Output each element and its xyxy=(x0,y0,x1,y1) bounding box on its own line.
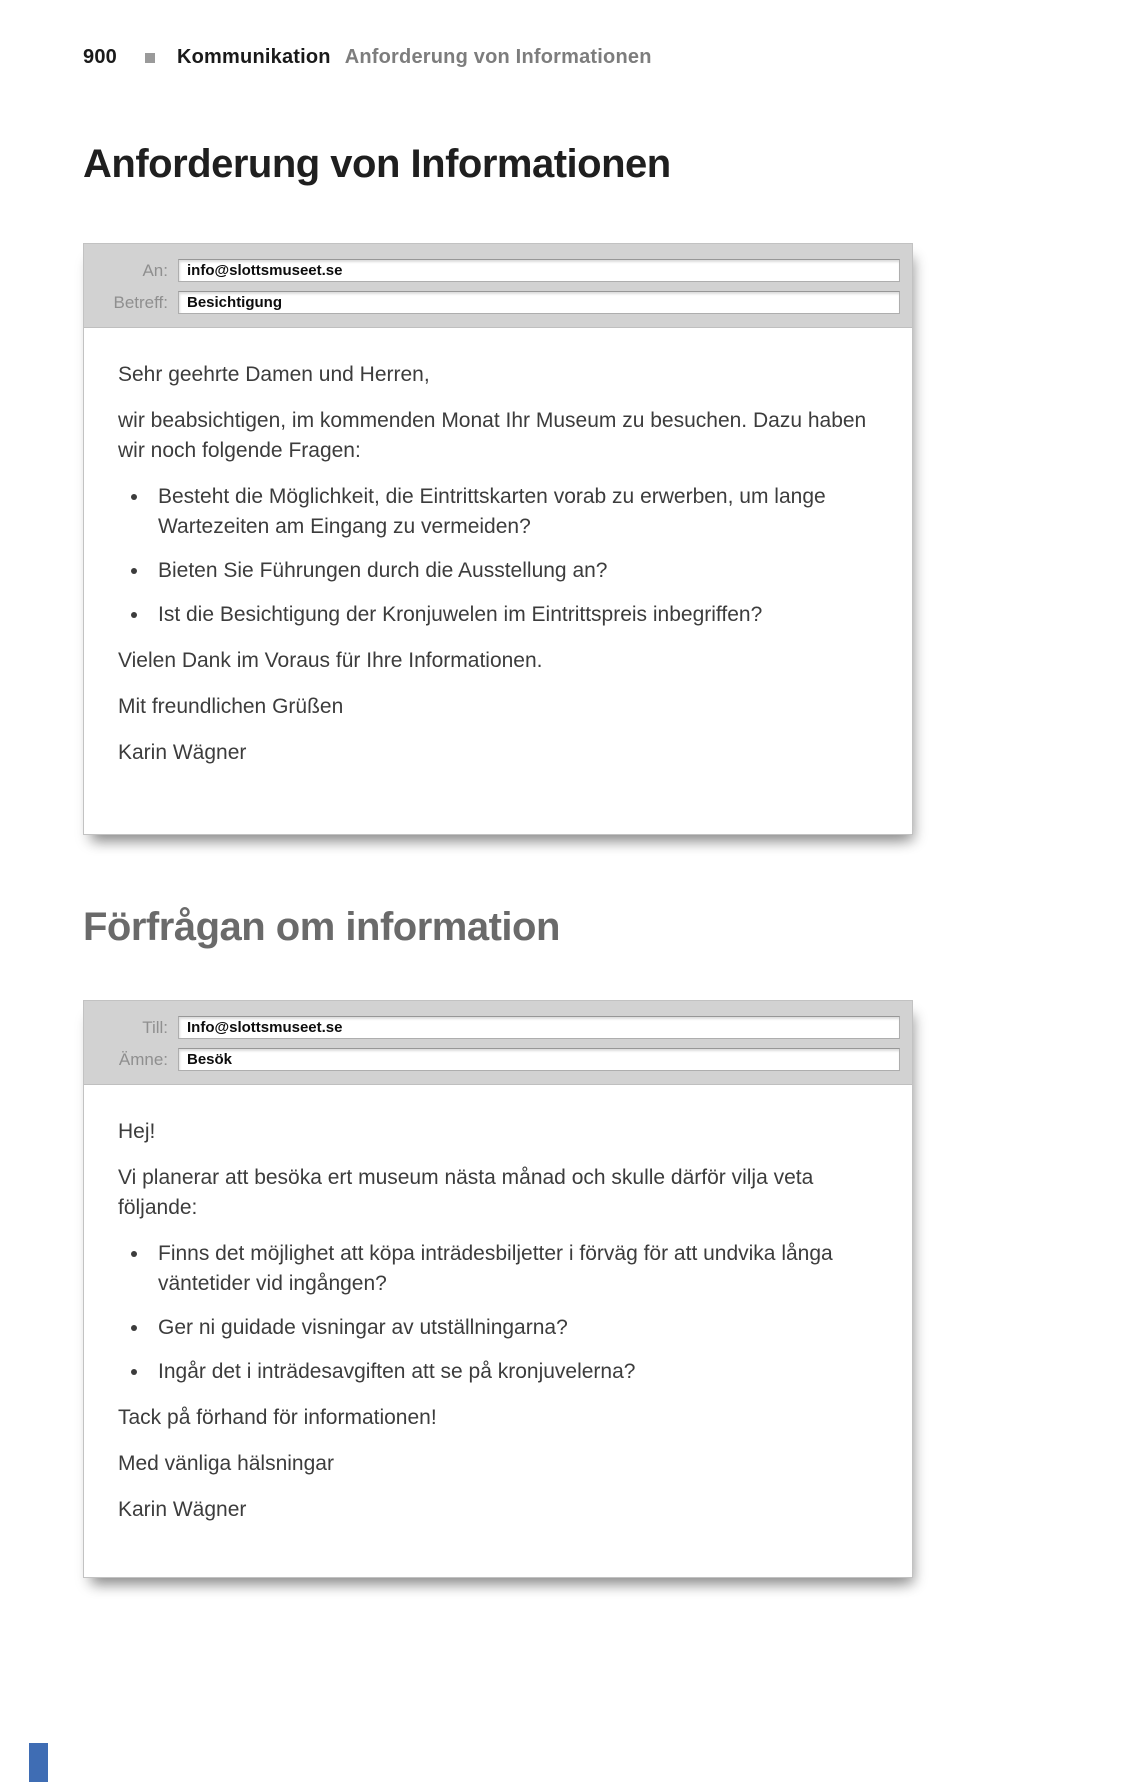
to-field-row xyxy=(84,259,902,282)
square-separator-icon xyxy=(145,53,155,63)
swedish-email-card xyxy=(83,1000,913,1578)
signature-line: Karin Wägner xyxy=(118,741,247,764)
section-label: Anforderung von Informationen xyxy=(344,46,652,68)
chapter-label: Kommunikation xyxy=(177,46,331,68)
question-item: • Besteht die Möglichkeit, die Eintrittskarten vorab zu erwerben, um lange Wartezeiten am Eingang zu vermeiden? xyxy=(150,482,878,542)
page-number: 900 xyxy=(83,46,117,68)
to-input[interactable] xyxy=(178,1016,900,1039)
german-section-title: Anforderung von Informationen xyxy=(83,142,671,186)
subject-field-label: Ämne: xyxy=(118,1049,168,1069)
question-list xyxy=(118,1239,878,1387)
question-item: • Bieten Sie Führungen durch die Ausstellung an? xyxy=(150,556,878,586)
question-item: • Ingår det i inträdesavgiften att se på kronjuvelerna? xyxy=(150,1357,878,1387)
swedish-email-body xyxy=(84,1085,912,1561)
to-input[interactable] xyxy=(178,259,900,282)
to-value: info@slottsmuseet.se xyxy=(187,262,343,279)
signature-line: Karin Wägner xyxy=(118,1498,247,1521)
swedish-email-header xyxy=(84,1001,912,1085)
running-head xyxy=(83,46,1093,69)
email-intro: wir beabsichtigen, im kommenden Monat Ihr Museum zu besuchen. Dazu haben wir noch folgende Fragen: xyxy=(118,409,867,462)
subject-value: Besichtigung xyxy=(187,294,283,311)
german-email-body xyxy=(84,328,912,804)
subject-field-row xyxy=(84,1048,902,1071)
email-intro: Vi planerar att besöka ert museum nästa månad och skulle därför vilja veta följande: xyxy=(118,1166,814,1219)
email-greeting: Hej! xyxy=(118,1120,156,1143)
to-field-row xyxy=(84,1016,902,1039)
to-value: Info@slottsmuseet.se xyxy=(187,1019,343,1036)
subject-field-row xyxy=(84,291,902,314)
question-item: • Finns det möjlighet att köpa inträdesbiljetter i förväg för att undvika långa väntetider vid ingången? xyxy=(150,1239,878,1299)
german-email-header xyxy=(84,244,912,328)
chapter-color-tab xyxy=(29,1743,48,1782)
subject-value: Besök xyxy=(187,1051,233,1068)
question-item: • Ger ni guidade visningar av utställningarna? xyxy=(150,1313,878,1343)
thanks-line: Tack på förhand för informationen! xyxy=(118,1406,437,1429)
question-list xyxy=(118,482,878,630)
subject-input[interactable] xyxy=(178,1048,900,1071)
closing-line: Mit freundlichen Grüßen xyxy=(118,695,344,718)
german-email-card xyxy=(83,243,913,835)
thanks-line: Vielen Dank im Voraus für Ihre Informationen. xyxy=(118,649,543,672)
to-field-label: Till: xyxy=(142,1017,168,1037)
closing-line: Med vänliga hälsningar xyxy=(118,1452,334,1475)
subject-input[interactable] xyxy=(178,291,900,314)
to-field-label: An: xyxy=(142,260,168,280)
subject-field-label: Betreff: xyxy=(113,292,168,312)
swedish-section-title: Förfrågan om information xyxy=(83,905,560,949)
question-item: • Ist die Besichtigung der Kronjuwelen im Eintrittspreis inbegriffen? xyxy=(150,600,878,630)
email-greeting: Sehr geehrte Damen und Herren, xyxy=(118,363,430,386)
